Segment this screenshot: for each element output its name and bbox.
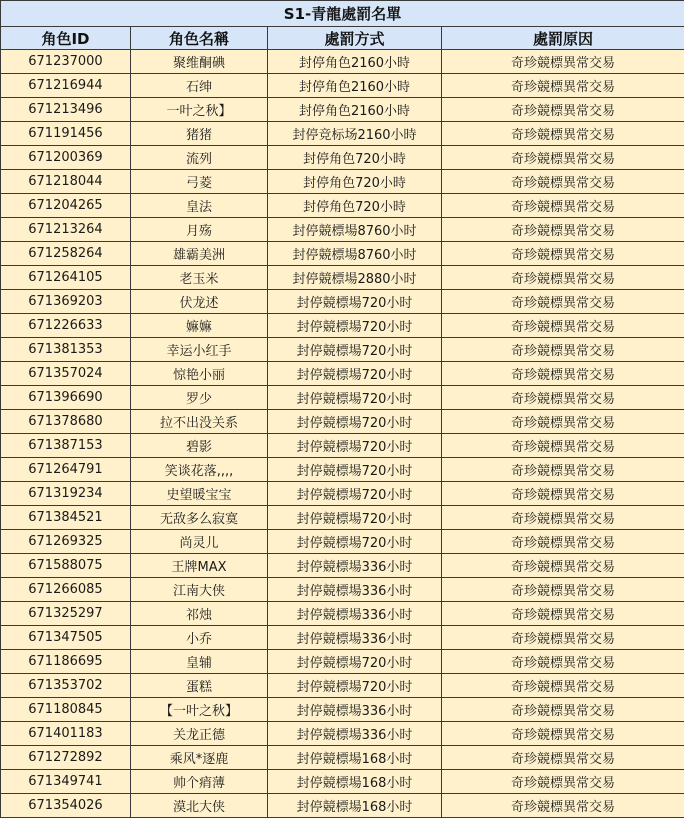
table-body [1, 50, 684, 818]
cell-role-name: 无敌多么寂寞 [131, 506, 268, 530]
cell-penalty-reason: 奇珍競標異常交易 [442, 362, 684, 386]
cell-penalty-method: 封停競標場168小时 [268, 746, 442, 770]
cell-role-name: 幸运小红手 [131, 338, 268, 362]
title-row [1, 1, 684, 27]
table-row [1, 242, 684, 266]
cell-role-name: 雄霸美洲 [131, 242, 268, 266]
table-row [1, 674, 684, 698]
table-row [1, 434, 684, 458]
cell-penalty-reason: 奇珍競標異常交易 [442, 770, 684, 794]
cell-role-id: 671588075 [1, 554, 131, 578]
table-row [1, 74, 684, 98]
cell-penalty-method: 封停競標場720小时 [268, 386, 442, 410]
cell-role-id: 671319234 [1, 482, 131, 506]
cell-penalty-reason: 奇珍競標異常交易 [442, 578, 684, 602]
cell-penalty-method: 封停競標場168小时 [268, 770, 442, 794]
cell-role-name: 江南大侠 [131, 578, 268, 602]
cell-penalty-reason: 奇珍競標異常交易 [442, 794, 684, 818]
cell-role-id: 671381353 [1, 338, 131, 362]
cell-penalty-method: 封停競標場720小时 [268, 338, 442, 362]
cell-penalty-reason: 奇珍競標異常交易 [442, 50, 684, 74]
table-row [1, 746, 684, 770]
cell-role-id: 671216944 [1, 74, 131, 98]
table-row [1, 794, 684, 818]
cell-role-id: 671396690 [1, 386, 131, 410]
cell-role-name: 小乔 [131, 626, 268, 650]
cell-penalty-reason: 奇珍競標異常交易 [442, 482, 684, 506]
cell-penalty-method: 封停競標場8760小时 [268, 242, 442, 266]
table-row [1, 218, 684, 242]
cell-penalty-method: 封停角色2160小時 [268, 74, 442, 98]
cell-role-id: 671269325 [1, 530, 131, 554]
cell-penalty-reason: 奇珍競標異常交易 [442, 314, 684, 338]
column-header-role-name: 角色名稱 [131, 27, 268, 50]
cell-role-id: 671226633 [1, 314, 131, 338]
cell-role-id: 671258264 [1, 242, 131, 266]
table-row [1, 314, 684, 338]
cell-penalty-reason: 奇珍競標異常交易 [442, 530, 684, 554]
cell-role-name: 漠北大侠 [131, 794, 268, 818]
table-row [1, 122, 684, 146]
table-row [1, 458, 684, 482]
cell-penalty-reason: 奇珍競標異常交易 [442, 386, 684, 410]
cell-role-name: 拉不出没关系 [131, 410, 268, 434]
cell-role-id: 671357024 [1, 362, 131, 386]
cell-penalty-method: 封停角色2160小時 [268, 50, 442, 74]
cell-penalty-reason: 奇珍競標異常交易 [442, 722, 684, 746]
table-row [1, 722, 684, 746]
cell-penalty-reason: 奇珍競標異常交易 [442, 170, 684, 194]
cell-penalty-reason: 奇珍競標異常交易 [442, 410, 684, 434]
cell-penalty-method: 封停競標場720小时 [268, 530, 442, 554]
cell-penalty-method: 封停競標場8760小时 [268, 218, 442, 242]
cell-role-name: 皇法 [131, 194, 268, 218]
cell-penalty-method: 封停競標場336小时 [268, 602, 442, 626]
cell-role-id: 671186695 [1, 650, 131, 674]
cell-penalty-reason: 奇珍競標異常交易 [442, 218, 684, 242]
cell-role-name: 聚维酮碘 [131, 50, 268, 74]
cell-penalty-method: 封停競標場720小时 [268, 650, 442, 674]
cell-penalty-method: 封停角色720小時 [268, 170, 442, 194]
table-row [1, 386, 684, 410]
table-row [1, 410, 684, 434]
cell-penalty-method: 封停競標場720小时 [268, 362, 442, 386]
table-row [1, 482, 684, 506]
cell-penalty-reason: 奇珍競標異常交易 [442, 674, 684, 698]
table-row [1, 170, 684, 194]
cell-penalty-method: 封停競標場2880小时 [268, 266, 442, 290]
table-row [1, 578, 684, 602]
cell-role-name: 老玉米 [131, 266, 268, 290]
cell-role-name: 史望暖宝宝 [131, 482, 268, 506]
table-row [1, 362, 684, 386]
cell-role-id: 671347505 [1, 626, 131, 650]
cell-role-id: 671266085 [1, 578, 131, 602]
cell-penalty-reason: 奇珍競標異常交易 [442, 458, 684, 482]
cell-penalty-method: 封停競標場336小时 [268, 722, 442, 746]
column-header-role-id: 角色ID [1, 27, 131, 50]
cell-role-id: 671237000 [1, 50, 131, 74]
cell-role-id: 671387153 [1, 434, 131, 458]
cell-penalty-reason: 奇珍競標異常交易 [442, 698, 684, 722]
cell-role-name: 嫲嫲 [131, 314, 268, 338]
cell-penalty-reason: 奇珍競標異常交易 [442, 626, 684, 650]
cell-role-id: 671200369 [1, 146, 131, 170]
cell-role-id: 671353702 [1, 674, 131, 698]
cell-role-id: 671264791 [1, 458, 131, 482]
cell-role-id: 671180845 [1, 698, 131, 722]
cell-penalty-reason: 奇珍競標異常交易 [442, 290, 684, 314]
table-row [1, 50, 684, 74]
cell-penalty-method: 封停竞标场2160小時 [268, 122, 442, 146]
table-row [1, 506, 684, 530]
table-row [1, 290, 684, 314]
table-row [1, 338, 684, 362]
cell-penalty-method: 封停競標場720小时 [268, 674, 442, 698]
cell-penalty-method: 封停競標場720小时 [268, 458, 442, 482]
cell-role-name: 乘风*逐鹿 [131, 746, 268, 770]
cell-role-id: 671218044 [1, 170, 131, 194]
cell-penalty-reason: 奇珍競標異常交易 [442, 506, 684, 530]
cell-role-id: 671384521 [1, 506, 131, 530]
cell-penalty-method: 封停競標場168小时 [268, 794, 442, 818]
cell-penalty-reason: 奇珍競標異常交易 [442, 338, 684, 362]
cell-penalty-method: 封停角色720小時 [268, 194, 442, 218]
cell-role-name: 关龙正德 [131, 722, 268, 746]
table-row [1, 98, 684, 122]
cell-role-name: 一叶之秋】 [131, 98, 268, 122]
cell-penalty-reason: 奇珍競標異常交易 [442, 650, 684, 674]
cell-role-id: 671378680 [1, 410, 131, 434]
cell-role-name: 月殇 [131, 218, 268, 242]
cell-penalty-reason: 奇珍競標異常交易 [442, 122, 684, 146]
header-row [1, 27, 684, 50]
cell-penalty-method: 封停競標場720小时 [268, 314, 442, 338]
cell-penalty-reason: 奇珍競標異常交易 [442, 98, 684, 122]
table-row [1, 554, 684, 578]
table-row [1, 146, 684, 170]
cell-role-id: 671213264 [1, 218, 131, 242]
cell-penalty-method: 封停競標場720小时 [268, 482, 442, 506]
cell-role-name: 祁烛 [131, 602, 268, 626]
cell-penalty-reason: 奇珍競標異常交易 [442, 242, 684, 266]
table-row [1, 266, 684, 290]
table-title: S1-青龍處罰名單 [1, 1, 684, 27]
cell-penalty-reason: 奇珍競標異常交易 [442, 74, 684, 98]
cell-role-name: 流列 [131, 146, 268, 170]
cell-role-id: 671213496 [1, 98, 131, 122]
cell-role-id: 671264105 [1, 266, 131, 290]
cell-penalty-reason: 奇珍競標異常交易 [442, 554, 684, 578]
cell-role-name: 王牌MAX [131, 554, 268, 578]
cell-role-name: 【一叶之秋】 [131, 698, 268, 722]
cell-penalty-reason: 奇珍競標異常交易 [442, 146, 684, 170]
table-row [1, 626, 684, 650]
cell-penalty-method: 封停角色720小時 [268, 146, 442, 170]
cell-role-id: 671369203 [1, 290, 131, 314]
cell-role-name: 蛋糕 [131, 674, 268, 698]
cell-penalty-method: 封停競標場336小时 [268, 698, 442, 722]
cell-role-name: 伏龙述 [131, 290, 268, 314]
cell-penalty-method: 封停競標場336小时 [268, 626, 442, 650]
cell-penalty-reason: 奇珍競標異常交易 [442, 746, 684, 770]
table-row [1, 530, 684, 554]
table-row [1, 698, 684, 722]
cell-role-id: 671272892 [1, 746, 131, 770]
cell-role-id: 671401183 [1, 722, 131, 746]
cell-penalty-reason: 奇珍競標異常交易 [442, 602, 684, 626]
cell-role-name: 碧影 [131, 434, 268, 458]
cell-role-id: 671191456 [1, 122, 131, 146]
cell-penalty-reason: 奇珍競標異常交易 [442, 194, 684, 218]
cell-role-name: 皇辅 [131, 650, 268, 674]
cell-penalty-reason: 奇珍競標異常交易 [442, 266, 684, 290]
cell-penalty-method: 封停競標場720小时 [268, 410, 442, 434]
cell-penalty-method: 封停競標場336小时 [268, 578, 442, 602]
cell-role-name: 弓菱 [131, 170, 268, 194]
table-row [1, 602, 684, 626]
cell-penalty-method: 封停角色2160小時 [268, 98, 442, 122]
table-row [1, 770, 684, 794]
cell-role-id: 671354026 [1, 794, 131, 818]
column-header-penalty-reason: 處罰原因 [442, 27, 684, 50]
column-header-penalty-method: 處罰方式 [268, 27, 442, 50]
table-row [1, 650, 684, 674]
cell-role-id: 671325297 [1, 602, 131, 626]
cell-role-id: 671204265 [1, 194, 131, 218]
cell-role-id: 671349741 [1, 770, 131, 794]
cell-penalty-method: 封停競標場720小时 [268, 506, 442, 530]
cell-role-name: 尚灵儿 [131, 530, 268, 554]
cell-penalty-method: 封停競標場720小时 [268, 290, 442, 314]
cell-role-name: 帅个痟薄 [131, 770, 268, 794]
table-row [1, 194, 684, 218]
cell-penalty-reason: 奇珍競標異常交易 [442, 434, 684, 458]
cell-role-name: 猪猪 [131, 122, 268, 146]
cell-role-name: 笑谈花落,,,, [131, 458, 268, 482]
cell-penalty-method: 封停競標場336小时 [268, 554, 442, 578]
cell-role-name: 石绅 [131, 74, 268, 98]
cell-penalty-method: 封停競標場720小时 [268, 434, 442, 458]
cell-role-name: 惊艳小丽 [131, 362, 268, 386]
cell-role-name: 罗少 [131, 386, 268, 410]
